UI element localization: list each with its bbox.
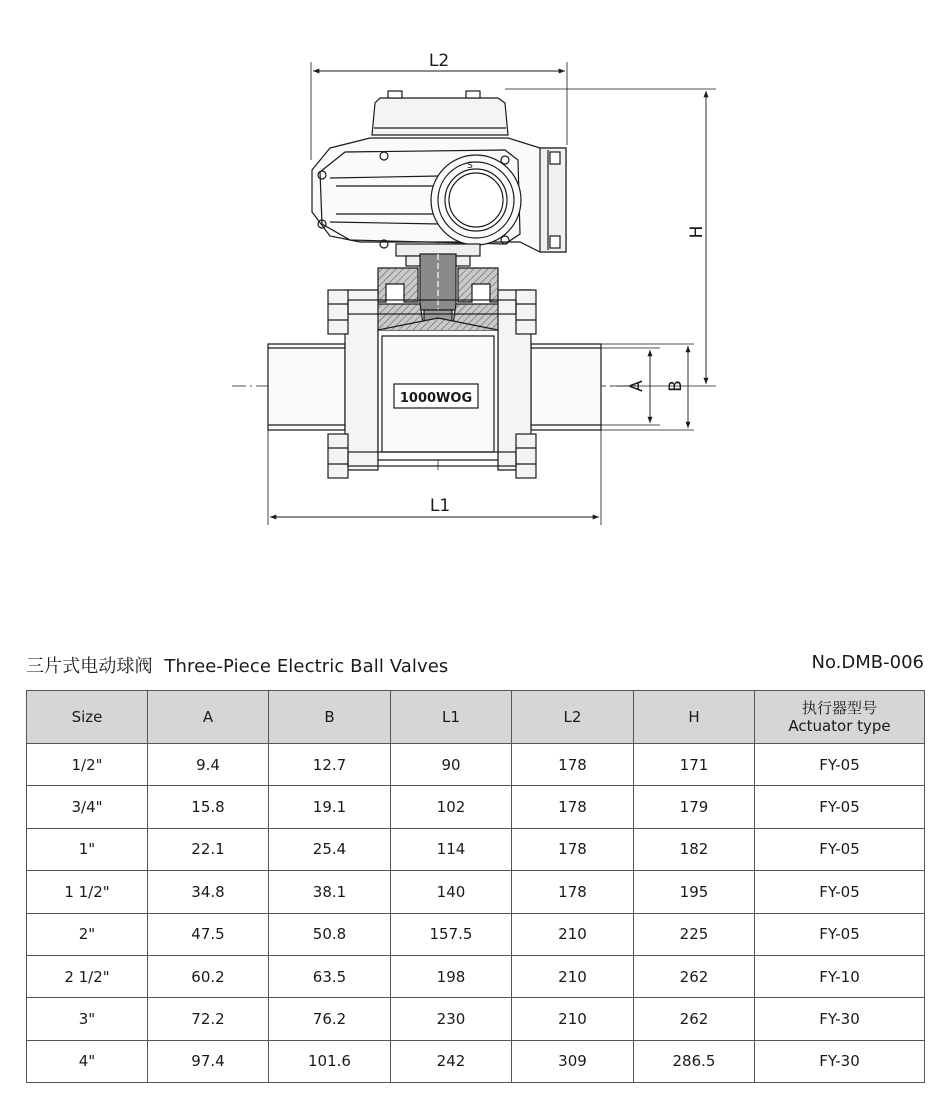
table-cell: 1 1/2" [27,871,148,913]
table-cell: 230 [391,998,512,1040]
table-cell: 210 [512,913,634,955]
table-cell: 22.1 [148,828,269,870]
table-row [27,1040,925,1082]
table-cell: 15.8 [148,786,269,828]
table-cell: 1/2" [27,744,148,786]
table-cell: 38.1 [269,871,391,913]
table-row [27,828,925,870]
table-cell: FY-05 [755,786,925,828]
table-row [27,786,925,828]
table-cell: 63.5 [269,955,391,997]
table-header-row [27,691,925,744]
table-row [27,913,925,955]
table-cell: 72.2 [148,998,269,1040]
column-header: L1 [391,691,512,744]
table-row [27,871,925,913]
dim-label-a: A [627,380,647,392]
table-cell: 101.6 [269,1040,391,1082]
column-header: L2 [512,691,634,744]
product-title [26,652,448,678]
column-header: Size [27,691,148,744]
dim-label-h: H [687,225,707,239]
table-cell: FY-05 [755,871,925,913]
table-cell: 309 [512,1040,634,1082]
table-cell: FY-05 [755,913,925,955]
table-cell: 242 [391,1040,512,1082]
table-cell: 178 [512,828,634,870]
table-cell: 19.1 [269,786,391,828]
table-cell: 171 [634,744,755,786]
column-header: A [148,691,269,744]
table-cell: 198 [391,955,512,997]
table-cell: FY-05 [755,828,925,870]
column-header-actuator [755,691,925,744]
dim-label-l2: L2 [428,51,450,71]
table-cell: 50.8 [269,913,391,955]
valve-body [268,290,601,478]
table-cell: 3/4" [27,786,148,828]
table-cell: 225 [634,913,755,955]
table-cell: 90 [391,744,512,786]
table-cell: 3" [27,998,148,1040]
table-cell: 9.4 [148,744,269,786]
table-cell: 114 [391,828,512,870]
table-cell: FY-30 [755,1040,925,1082]
title-chinese: 三片式电动球阀 [26,656,153,677]
table-cell: 2" [27,913,148,955]
table-cell: 60.2 [148,955,269,997]
table-cell: 286.5 [634,1040,755,1082]
dim-label-b: B [666,380,686,392]
electric-actuator [312,91,566,266]
table-cell: 102 [391,786,512,828]
table-row [27,955,925,997]
document-number: No.DMB-006 [811,652,924,673]
table-cell: 179 [634,786,755,828]
table-cell: 178 [512,744,634,786]
actuator-mark: S [467,161,473,171]
table-cell: 34.8 [148,871,269,913]
table-cell: 12.7 [269,744,391,786]
table-cell: 97.4 [148,1040,269,1082]
actuator-header-cn: 执行器型号 [801,699,877,717]
table-cell: 178 [512,871,634,913]
table-cell: 210 [512,955,634,997]
table-cell: 140 [391,871,512,913]
column-header: H [634,691,755,744]
table-cell: 76.2 [269,998,391,1040]
dim-label-l1: L1 [429,496,451,516]
body-marking: 1000WOG [399,391,473,406]
table-cell: 2 1/2" [27,955,148,997]
dimension-table [26,690,925,1083]
table-cell: 182 [634,828,755,870]
table-cell: 178 [512,786,634,828]
table-cell: 4" [27,1040,148,1082]
table-body [27,744,925,1083]
table-cell: FY-10 [755,955,925,997]
table-cell: 157.5 [391,913,512,955]
table-cell: 25.4 [269,828,391,870]
table-cell: FY-30 [755,998,925,1040]
table-cell: FY-05 [755,744,925,786]
title-english: Three-Piece Electric Ball Valves [164,656,449,677]
table-cell: 1" [27,828,148,870]
table-cell: 195 [634,871,755,913]
table-cell: 262 [634,955,755,997]
table-row [27,744,925,786]
column-header: B [269,691,391,744]
table-cell: 262 [634,998,755,1040]
table-row [27,998,925,1040]
actuator-header-en: Actuator type [788,717,891,735]
title-row [26,652,924,678]
table-cell: 47.5 [148,913,269,955]
table-cell: 210 [512,998,634,1040]
